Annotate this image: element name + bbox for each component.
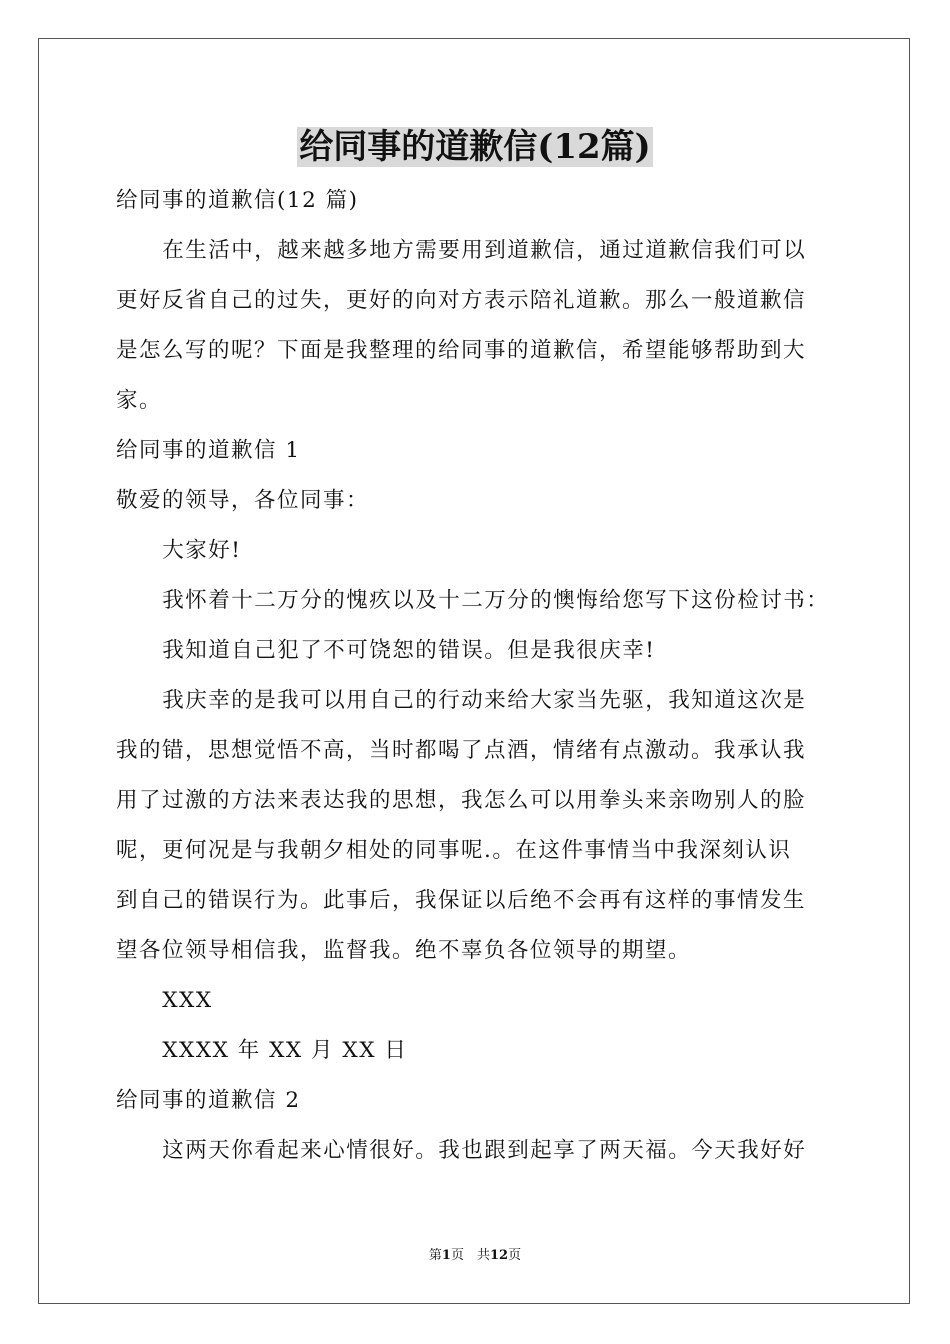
text-line: 到自己的错误行为。此事后，我保证以后绝不会再有这样的事情发生 (116, 888, 807, 913)
text-line: 我知道自己犯了不可饶恕的错误。但是我很庆幸! (162, 638, 656, 663)
page-footer (0, 1246, 950, 1266)
text-line: 我怀着十二万分的愧疚以及十二万分的懊悔给您写下这份检讨书： (162, 588, 830, 613)
footer-mid: 页 共 (450, 1248, 490, 1263)
subtitle-line: 给同事的道歉信(12 篇) (116, 188, 359, 213)
text-line: 更好反省自己的过失，更好的向对方表示陪礼道歉。那么一般道歉信 (116, 288, 807, 313)
document-body (116, 176, 836, 1176)
section-heading: 给同事的道歉信 2 (116, 1088, 301, 1113)
text-line: 呢，更何况是与我朝夕相处的同事呢.。在这件事情当中我深刻认识 (116, 838, 792, 863)
text-line: 望各位领导相信我，监督我。绝不辜负各位领导的期望。 (116, 938, 692, 963)
signature: XXX (162, 988, 213, 1013)
document-title (0, 122, 950, 172)
text-line: 是怎么写的呢？下面是我整理的给同事的道歉信，希望能够帮助到大 (116, 338, 807, 363)
section-heading: 给同事的道歉信 1 (116, 438, 301, 463)
date-line: XXXX 年 XX 月 XX 日 (162, 1038, 408, 1063)
salutation: 敬爱的领导，各位同事： (116, 488, 370, 513)
text-line: 家。 (116, 388, 163, 413)
text-line: 用了过激的方法来表达我的思想，我怎么可以用拳头来亲吻别人的脸 (116, 788, 807, 813)
text-line: 我的错，思想觉悟不高，当时都喝了点酒，情绪有点激动。我承认我 (116, 738, 807, 763)
total-pages: 12 (489, 1248, 509, 1263)
text-line: 我庆幸的是我可以用自己的行动来给大家当先驱，我知道这次是 (162, 688, 807, 713)
footer-suffix: 页 (508, 1248, 522, 1263)
page-number: 1 (441, 1248, 451, 1263)
text-line: 这两天你看起来心情很好。我也跟到起享了两天福。今天我好好 (162, 1138, 807, 1163)
text-line: 在生活中，越来越多地方需要用到道歉信，通过道歉信我们可以 (162, 238, 807, 263)
title-text: 给同事的道歉信(12篇) (299, 127, 651, 167)
greeting: 大家好! (162, 538, 242, 563)
footer-prefix: 第 (428, 1248, 442, 1263)
